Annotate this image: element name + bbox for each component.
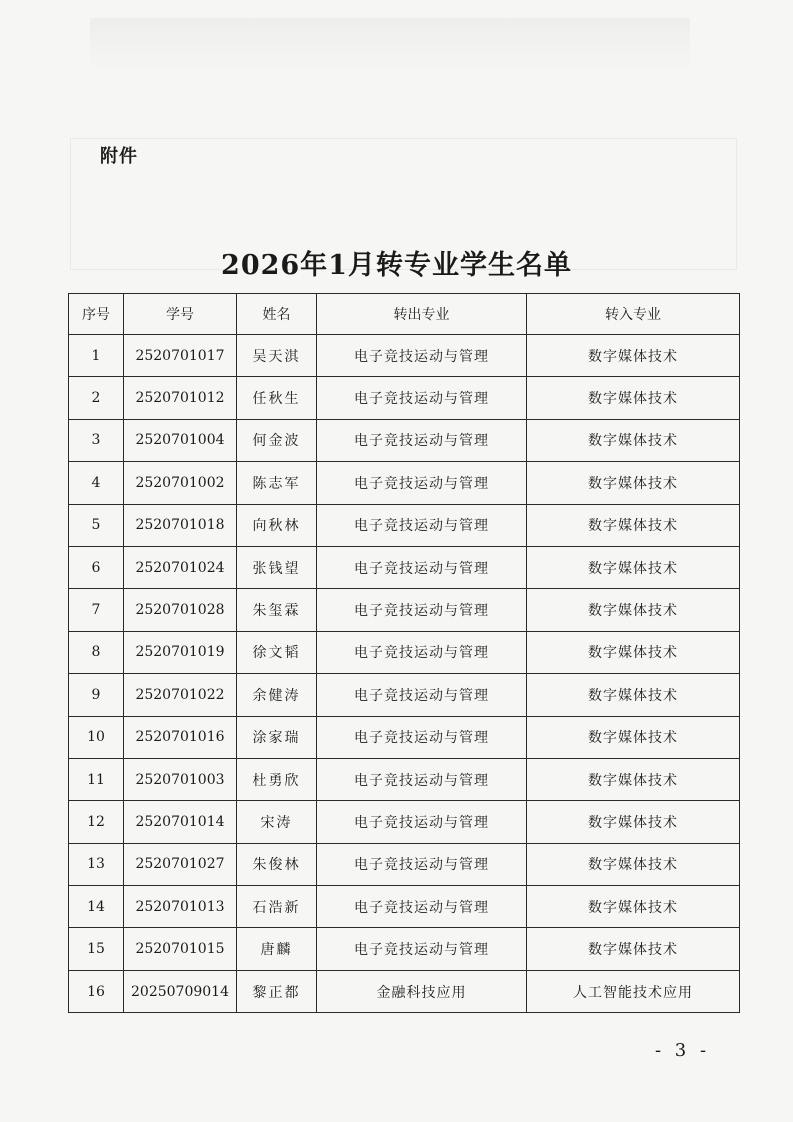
cell-name: 余健涛 — [237, 674, 317, 716]
cell-student-id: 2520701022 — [124, 674, 237, 716]
cell-to-major: 数字媒体技术 — [527, 843, 740, 885]
cell-index: 3 — [69, 419, 124, 461]
cell-to-major: 数字媒体技术 — [527, 419, 740, 461]
header-name: 姓名 — [237, 294, 317, 335]
cell-to-major: 人工智能技术应用 — [527, 970, 740, 1012]
page-number: - 3 - — [655, 1040, 711, 1061]
header-to-major: 转入专业 — [527, 294, 740, 335]
cell-to-major: 数字媒体技术 — [527, 504, 740, 546]
cell-student-id: 2520701012 — [124, 377, 237, 419]
table-row — [69, 462, 740, 504]
cell-to-major: 数字媒体技术 — [527, 335, 740, 377]
cell-name: 唐麟 — [237, 928, 317, 970]
table-row — [69, 970, 740, 1012]
cell-from-major: 电子竞技运动与管理 — [317, 504, 527, 546]
page-title: 2026年1月转专业学生名单 — [221, 250, 572, 281]
cell-from-major: 金融科技应用 — [317, 970, 527, 1012]
cell-index: 11 — [69, 758, 124, 800]
cell-from-major: 电子竞技运动与管理 — [317, 377, 527, 419]
table-row — [69, 716, 740, 758]
table-row — [69, 928, 740, 970]
table-row — [69, 335, 740, 377]
cell-student-id: 2520701003 — [124, 758, 237, 800]
cell-from-major: 电子竞技运动与管理 — [317, 674, 527, 716]
cell-student-id: 2520701014 — [124, 801, 237, 843]
cell-name: 朱玺霖 — [237, 589, 317, 631]
header-index: 序号 — [69, 294, 124, 335]
cell-from-major: 电子竞技运动与管理 — [317, 419, 527, 461]
cell-from-major: 电子竞技运动与管理 — [317, 546, 527, 588]
cell-index: 9 — [69, 674, 124, 716]
cell-name: 向秋林 — [237, 504, 317, 546]
cell-student-id: 2520701016 — [124, 716, 237, 758]
cell-student-id: 2520701013 — [124, 886, 237, 928]
cell-name: 吴天淇 — [237, 335, 317, 377]
cell-name: 张钱望 — [237, 546, 317, 588]
table-row — [69, 801, 740, 843]
cell-name: 何金波 — [237, 419, 317, 461]
cell-index: 5 — [69, 504, 124, 546]
table-row — [69, 843, 740, 885]
cell-to-major: 数字媒体技术 — [527, 674, 740, 716]
cell-name: 石浩新 — [237, 886, 317, 928]
cell-from-major: 电子竞技运动与管理 — [317, 928, 527, 970]
cell-from-major: 电子竞技运动与管理 — [317, 589, 527, 631]
cell-name: 任秋生 — [237, 377, 317, 419]
cell-to-major: 数字媒体技术 — [527, 377, 740, 419]
table-row — [69, 758, 740, 800]
cell-name: 徐文韬 — [237, 631, 317, 673]
header-student-id: 学号 — [124, 294, 237, 335]
table-row — [69, 504, 740, 546]
table-row — [69, 546, 740, 588]
cell-name: 宋涛 — [237, 801, 317, 843]
cell-student-id: 2520701027 — [124, 843, 237, 885]
cell-from-major: 电子竞技运动与管理 — [317, 631, 527, 673]
cell-to-major: 数字媒体技术 — [527, 716, 740, 758]
scan-shadow — [90, 18, 690, 73]
header-from-major: 转出专业 — [317, 294, 527, 335]
cell-to-major: 数字媒体技术 — [527, 928, 740, 970]
cell-student-id: 2520701024 — [124, 546, 237, 588]
cell-from-major: 电子竞技运动与管理 — [317, 758, 527, 800]
cell-name: 杜勇欣 — [237, 758, 317, 800]
cell-index: 14 — [69, 886, 124, 928]
cell-to-major: 数字媒体技术 — [527, 589, 740, 631]
cell-index: 4 — [69, 462, 124, 504]
cell-student-id: 2520701017 — [124, 335, 237, 377]
table-row — [69, 589, 740, 631]
cell-index: 8 — [69, 631, 124, 673]
cell-to-major: 数字媒体技术 — [527, 462, 740, 504]
cell-name: 黎正都 — [237, 970, 317, 1012]
cell-student-id: 2520701028 — [124, 589, 237, 631]
table-row — [69, 674, 740, 716]
cell-from-major: 电子竞技运动与管理 — [317, 801, 527, 843]
cell-index: 13 — [69, 843, 124, 885]
cell-student-id: 2520701004 — [124, 419, 237, 461]
cell-from-major: 电子竞技运动与管理 — [317, 462, 527, 504]
cell-index: 16 — [69, 970, 124, 1012]
student-transfer-table — [68, 293, 740, 1013]
cell-index: 7 — [69, 589, 124, 631]
cell-to-major: 数字媒体技术 — [527, 886, 740, 928]
table-row — [69, 886, 740, 928]
table-row — [69, 631, 740, 673]
cell-name: 陈志军 — [237, 462, 317, 504]
cell-index: 1 — [69, 335, 124, 377]
cell-from-major: 电子竞技运动与管理 — [317, 335, 527, 377]
cell-student-id: 2520701018 — [124, 504, 237, 546]
cell-student-id: 2520701015 — [124, 928, 237, 970]
cell-name: 朱俊林 — [237, 843, 317, 885]
cell-to-major: 数字媒体技术 — [527, 631, 740, 673]
cell-student-id: 2520701002 — [124, 462, 237, 504]
table-header-row — [69, 294, 740, 335]
cell-to-major: 数字媒体技术 — [527, 758, 740, 800]
cell-index: 6 — [69, 546, 124, 588]
cell-index: 15 — [69, 928, 124, 970]
cell-from-major: 电子竞技运动与管理 — [317, 886, 527, 928]
cell-student-id: 2520701019 — [124, 631, 237, 673]
table-row — [69, 377, 740, 419]
cell-student-id: 20250709014 — [124, 970, 237, 1012]
cell-to-major: 数字媒体技术 — [527, 801, 740, 843]
cell-from-major: 电子竞技运动与管理 — [317, 716, 527, 758]
cell-index: 2 — [69, 377, 124, 419]
attachment-label: 附件 — [100, 146, 138, 167]
cell-to-major: 数字媒体技术 — [527, 546, 740, 588]
cell-index: 10 — [69, 716, 124, 758]
table-row — [69, 419, 740, 461]
cell-index: 12 — [69, 801, 124, 843]
cell-from-major: 电子竞技运动与管理 — [317, 843, 527, 885]
cell-name: 涂家瑞 — [237, 716, 317, 758]
